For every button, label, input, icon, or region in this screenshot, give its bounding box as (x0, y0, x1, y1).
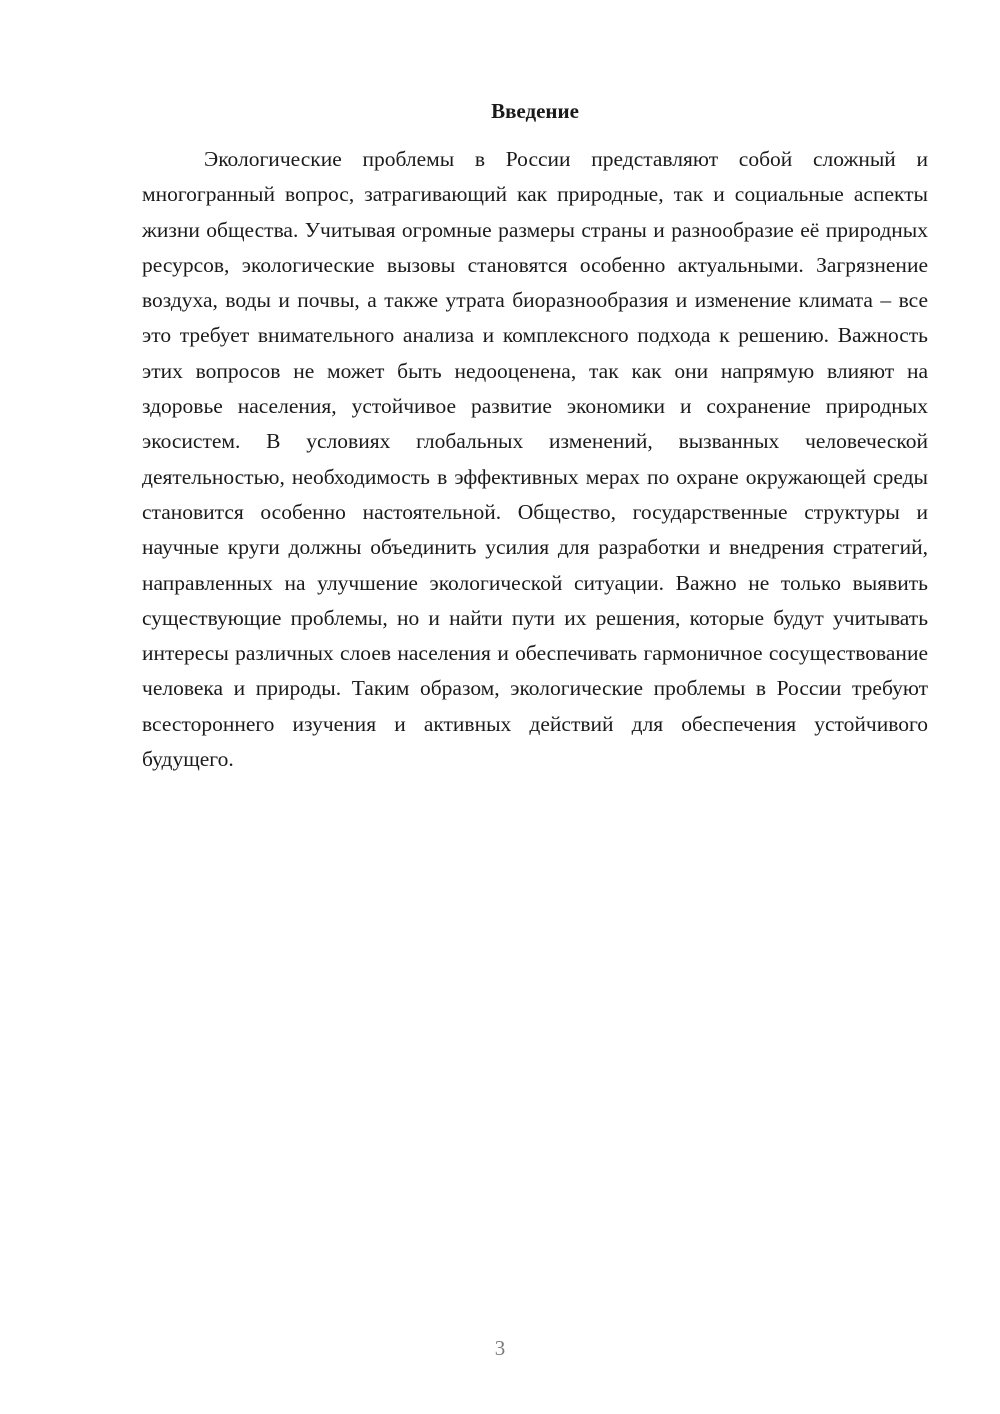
page-number: 3 (494, 1336, 506, 1360)
body-paragraph: Экологические проблемы в России представляют собой сложный и многогранный вопрос, затрагивающий как природные, так и социальные аспекты жизни общества. Учитывая огромные размеры страны и разнообразие её природных ресурсов, экологические вызовы становятся особенно актуальными. Загрязнение воздуха, воды и почвы, а также утрата биоразнообразия и изменение климата – все это требует внимательного анализа и комплексного подхода к решению. Важность этих вопросов не может быть недооценена, так как они напрямую влияют на здоровье населения, устойчивое развитие экономики и сохранение природных экосистем. В условиях глобальных изменений, вызванных человеческой деятельностью, необходимость в эффективных мерах по охране окружающей среды становится особенно настоятельной. Общество, государственные структуры и научные круги должны объединить усилия для разработки и внедрения стратегий, направленных на улучшение экологической ситуации. Важно не только выявить существующие проблемы, но и найти пути их решения, которые будут учитывать интересы различных слоев населения и обеспечивать гармоничное сосуществование человека и природы. Таким образом, экологические проблемы в России требуют всестороннего изучения и активных действий для обеспечения устойчивого будущего. (142, 147, 928, 772)
section-heading: Введение (491, 99, 579, 123)
